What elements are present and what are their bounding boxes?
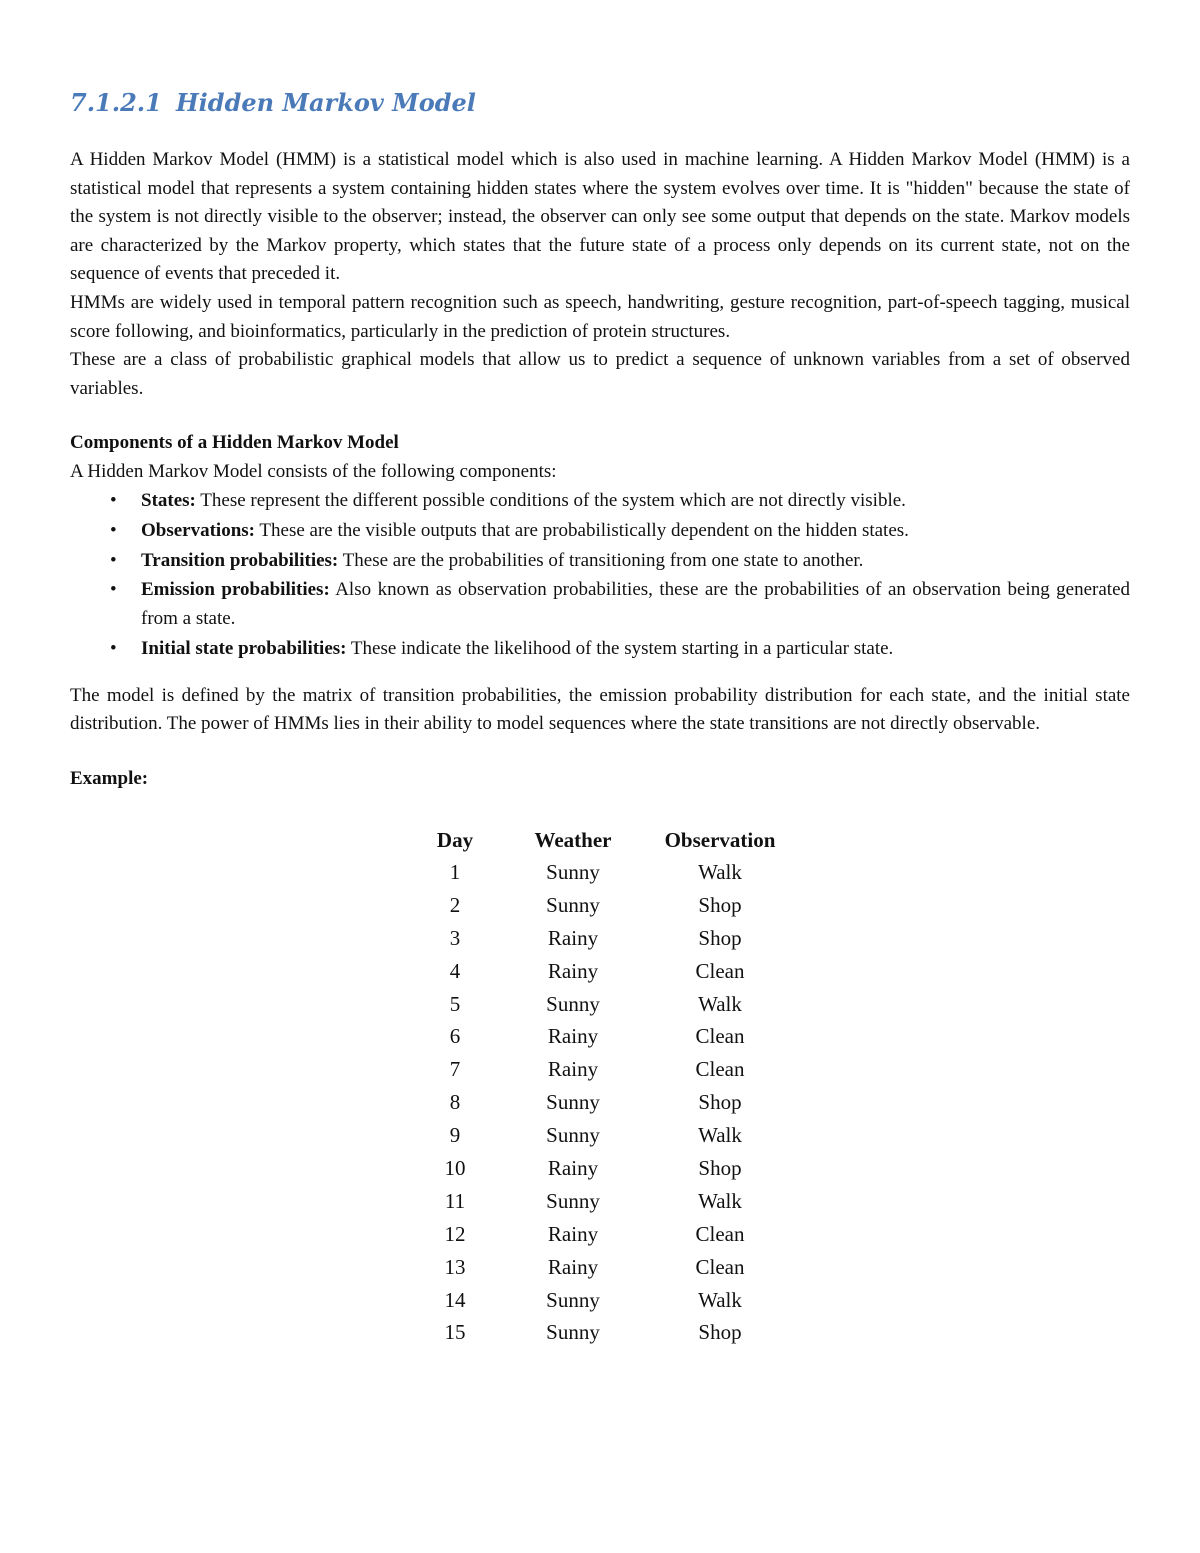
cell-weather: Sunny (546, 859, 600, 884)
cell-day: 1 (449, 859, 461, 884)
table-row (419, 1053, 785, 1086)
cell-weather: Sunny (546, 1090, 600, 1115)
cell-weather: Rainy (547, 958, 599, 983)
cell-observation: Shop (698, 1320, 742, 1345)
table-row (419, 955, 785, 988)
intro-paragraph-2: HMMs are widely used in temporal pattern recognition such as speech, handwriting, gesture recognition, part-of-speech tagging, musical score following, and bioinformatics, particularly in the prediction of protein structures. (70, 291, 1130, 342)
cell-day: 10 (444, 1155, 466, 1180)
cell-day: 13 (444, 1254, 466, 1279)
cell-day: 6 (449, 1024, 461, 1049)
list-item-term: Emission probabilities: (141, 579, 330, 601)
cell-weather: Rainy (547, 1057, 599, 1082)
bullet-icon: • (110, 519, 117, 541)
table-row (419, 922, 785, 955)
cell-day: 14 (444, 1287, 466, 1312)
table-row (419, 1185, 785, 1218)
cell-weather: Sunny (546, 1320, 600, 1345)
cell-day: 9 (449, 1123, 461, 1148)
list-item (70, 487, 1130, 516)
table-row (419, 856, 785, 889)
column-header-observation: Observation (664, 827, 776, 852)
list-item (70, 576, 1130, 633)
list-item-text: These indicate the likelihood of the system starting in a particular state. (346, 638, 894, 660)
cell-day: 4 (449, 958, 461, 983)
example-label: Example: (70, 767, 149, 789)
cell-observation: Shop (698, 892, 742, 917)
list-item-text: Also known as observation probabilities, these are the probabilities of an observation being generated from a state. (141, 579, 1130, 630)
cell-observation: Walk (698, 1287, 742, 1312)
closing-paragraph: The model is defined by the matrix of transition probabilities, the emission probability distribution for each state, and the initial state distribution. The power of HMMs lies in their ability to model sequences where the state transitions are not directly observable. (70, 684, 1130, 735)
cell-day: 11 (444, 1188, 466, 1213)
components-list (70, 487, 1130, 664)
cell-weather: Sunny (546, 1123, 600, 1148)
table-row (419, 1218, 785, 1251)
list-item (70, 547, 1130, 576)
list-item-text: These are the visible outputs that are probabilistically dependent on the hidden states. (255, 519, 909, 541)
cell-observation: Shop (698, 1090, 742, 1115)
cell-observation: Shop (698, 925, 742, 950)
table-header-row (419, 824, 785, 856)
components-heading: Components of a Hidden Markov Model (70, 432, 399, 454)
list-item (70, 517, 1130, 546)
cell-day: 7 (449, 1057, 461, 1082)
components-intro: A Hidden Markov Model consists of the following components: (70, 460, 557, 482)
cell-observation: Clean (695, 1254, 745, 1279)
cell-observation: Walk (698, 859, 742, 884)
cell-day: 2 (449, 892, 461, 917)
cell-day: 12 (444, 1221, 466, 1246)
cell-weather: Sunny (546, 1287, 600, 1312)
table-row (419, 1020, 785, 1053)
table-row (419, 1316, 785, 1349)
body-text (70, 146, 1130, 793)
cell-weather: Sunny (546, 1188, 600, 1213)
column-header-day: Day (436, 827, 474, 852)
bullet-icon: • (110, 549, 117, 571)
cell-day: 3 (449, 925, 461, 950)
cell-weather: Rainy (547, 1155, 599, 1180)
list-item-term: Initial state probabilities: (141, 638, 347, 660)
table-row (419, 889, 785, 922)
cell-day: 5 (449, 991, 461, 1016)
cell-weather: Sunny (546, 991, 600, 1016)
cell-observation: Walk (698, 1123, 742, 1148)
cell-weather: Sunny (546, 892, 600, 917)
cell-observation: Clean (695, 1024, 745, 1049)
section-heading (70, 88, 476, 117)
intro-paragraph-3: These are a class of probabilistic graphical models that allow us to predict a sequence of unknown variables from a set of observed variables. (70, 349, 1130, 399)
bullet-icon: • (110, 489, 117, 511)
list-item-term: Observations: (141, 519, 255, 541)
table-row (419, 1284, 785, 1317)
table-row (419, 1152, 785, 1185)
cell-day: 15 (444, 1320, 466, 1345)
cell-observation: Walk (698, 991, 742, 1016)
list-item-text: These are the probabilities of transitioning from one state to another. (338, 549, 864, 571)
cell-observation: Shop (698, 1155, 742, 1180)
cell-day: 8 (449, 1090, 461, 1115)
table-row (419, 1251, 785, 1284)
cell-observation: Clean (695, 1221, 745, 1246)
cell-observation: Clean (695, 1057, 745, 1082)
section-title: Hidden Markov Model (176, 88, 476, 117)
table-row (419, 988, 785, 1021)
list-item (70, 635, 1130, 664)
bullet-icon: • (110, 579, 117, 601)
list-item-text: These represent the different possible conditions of the system which are not directly visible. (195, 489, 906, 511)
cell-observation: Walk (698, 1188, 742, 1213)
example-table (419, 824, 785, 1349)
section-number: 7.1.2.1 (70, 88, 162, 117)
list-item-term: States: (141, 489, 196, 511)
table-row (419, 1086, 785, 1119)
cell-observation: Clean (695, 958, 745, 983)
column-header-weather: Weather (534, 827, 612, 852)
list-item-term: Transition probabilities: (141, 549, 339, 571)
cell-weather: Rainy (547, 1254, 599, 1279)
cell-weather: Rainy (547, 1024, 599, 1049)
intro-paragraph-1: A Hidden Markov Model (HMM) is a statistical model which is also used in machine learning. A Hidden Markov Model (HMM) is a statistical model that represents a system containing hidden states where the system evolves over time. It is "hidden" because the state of the system is not directly visible to the observer; instead, the observer can only see some output that depends on the state. Markov models are characterized by the Markov property, which states that the future state of a process only depends on its current state, not on the sequence of events that preceded it. (70, 149, 1130, 285)
cell-weather: Rainy (547, 1221, 599, 1246)
table-row (419, 1119, 785, 1152)
bullet-icon: • (110, 638, 117, 660)
cell-weather: Rainy (547, 925, 599, 950)
